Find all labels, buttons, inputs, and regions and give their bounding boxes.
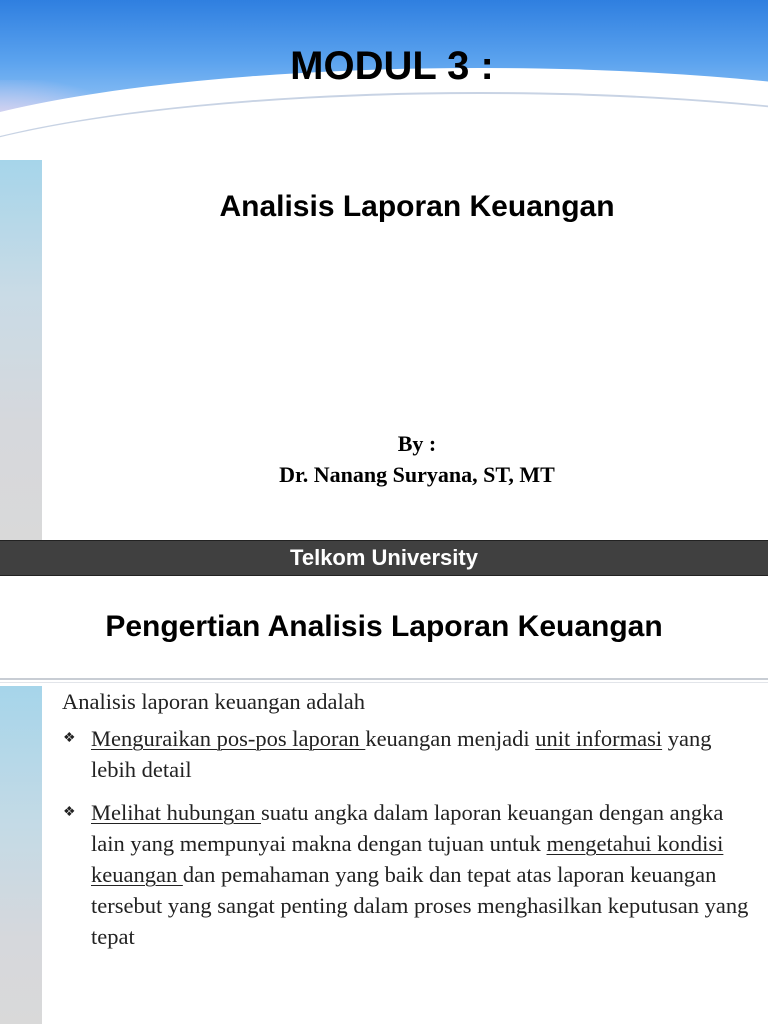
title-divider — [0, 678, 768, 680]
slide-subtitle: Analisis Laporan Keuangan — [219, 190, 615, 223]
author-block — [0, 428, 768, 490]
bullet1-text-1: keuangan menjadi — [365, 726, 536, 751]
bullet1-text-2: yang lebih detail — [91, 726, 712, 782]
intro-text: Analisis laporan keuangan adalah — [62, 689, 366, 714]
bullet1-emphasis-2: unit informasi — [535, 726, 663, 751]
slide-title: MODUL 3 : — [290, 44, 494, 88]
diamond-bullet-icon: ❖ — [63, 731, 76, 746]
title-divider-secondary — [0, 682, 768, 683]
content-body — [62, 686, 752, 964]
diamond-bullet-icon: ❖ — [63, 805, 76, 820]
author-name: Dr. Nanang Suryana, ST, MT — [279, 462, 555, 487]
bullet-item-1 — [62, 723, 752, 785]
by-label: By : — [397, 431, 437, 456]
bullet2-emphasis-2: mengetahui kondisi keuangan — [91, 831, 724, 887]
bullet2-text-2: dan pemahaman yang baik dan tepat atas laporan keuangan tersebut yang sangat penting dalam proses menghasilkan keputusan yang tepat — [91, 862, 749, 949]
bullet1-emphasis-1: Menguraikan pos-pos laporan — [91, 726, 366, 751]
left-accent-bar-2 — [0, 686, 42, 1024]
university-footer: Telkom University — [0, 540, 768, 576]
bullet-item-2 — [62, 797, 752, 952]
bullet2-text-1: suatu angka dalam laporan keuangan dengan angka lain yang mempunyai makna dengan tujuan untuk — [91, 800, 724, 856]
bullet2-emphasis-1: Melihat hubungan — [91, 800, 261, 825]
section-title: Pengertian Analisis Laporan Keuangan — [105, 610, 663, 643]
